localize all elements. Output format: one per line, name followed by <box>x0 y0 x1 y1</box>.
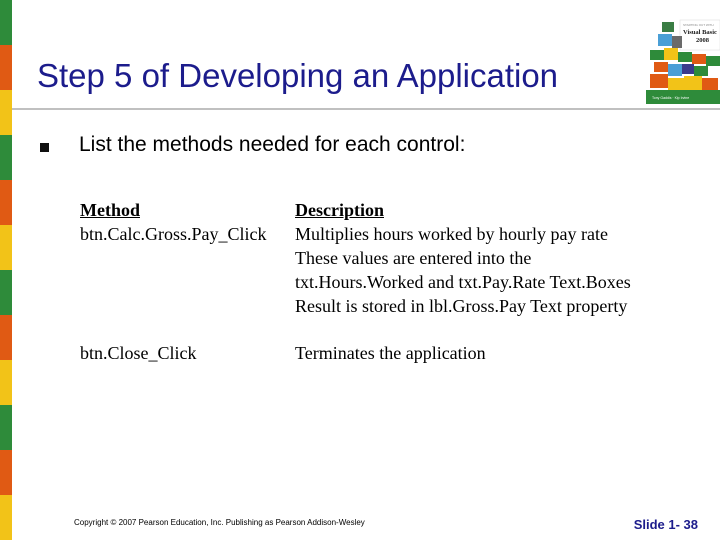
stripe-block <box>0 270 12 315</box>
book-title-line-2: 2008 <box>696 37 709 44</box>
title-divider <box>12 108 720 110</box>
bullet-marker-icon <box>40 143 49 152</box>
stripe-block <box>0 45 12 90</box>
stripe-block <box>0 90 12 135</box>
description-line: Multiplies hours worked by hourly pay rate <box>295 224 608 244</box>
method-header: Method <box>80 200 140 220</box>
stripe-block <box>0 180 12 225</box>
slide-number: Slide 1- 38 <box>633 517 698 532</box>
stripe-block <box>0 315 12 360</box>
stripe-block <box>0 0 12 45</box>
bullet-text: List the methods needed for each control: <box>79 133 466 156</box>
method-name: btn.Close_Click <box>80 343 197 363</box>
stripe-block <box>0 405 12 450</box>
description-line: These values are entered into the <box>295 248 532 268</box>
book-cover-icon <box>646 18 720 104</box>
description-column <box>295 198 631 318</box>
description-line: txt.Hours.Worked and txt.Pay.Rate Text.Boxes <box>295 272 631 292</box>
method-column <box>80 198 267 246</box>
decorative-stripe <box>0 0 12 540</box>
description-line: Result is stored in lbl.Gross.Pay Text property <box>295 296 628 316</box>
stripe-block <box>0 495 12 540</box>
description-line: Terminates the application <box>295 343 486 363</box>
svg-text:STARTING OUT WITH: STARTING OUT WITH <box>683 23 714 27</box>
copyright-notice: Copyright © 2007 Pearson Education, Inc. Publishing as Pearson Addison-Wesley <box>74 518 365 527</box>
description-header: Description <box>295 200 384 220</box>
slide-title: Step 5 of Developing an Application <box>37 57 559 94</box>
stripe-block <box>0 135 12 180</box>
stripe-block <box>0 225 12 270</box>
svg-text:Tony Gaddis · Kip Irvine: Tony Gaddis · Kip Irvine <box>652 96 690 100</box>
method-name: btn.Calc.Gross.Pay_Click <box>80 224 267 244</box>
stripe-block <box>0 450 12 495</box>
stripe-block <box>0 360 12 405</box>
book-title-line-1: Visual Basic <box>683 29 717 36</box>
